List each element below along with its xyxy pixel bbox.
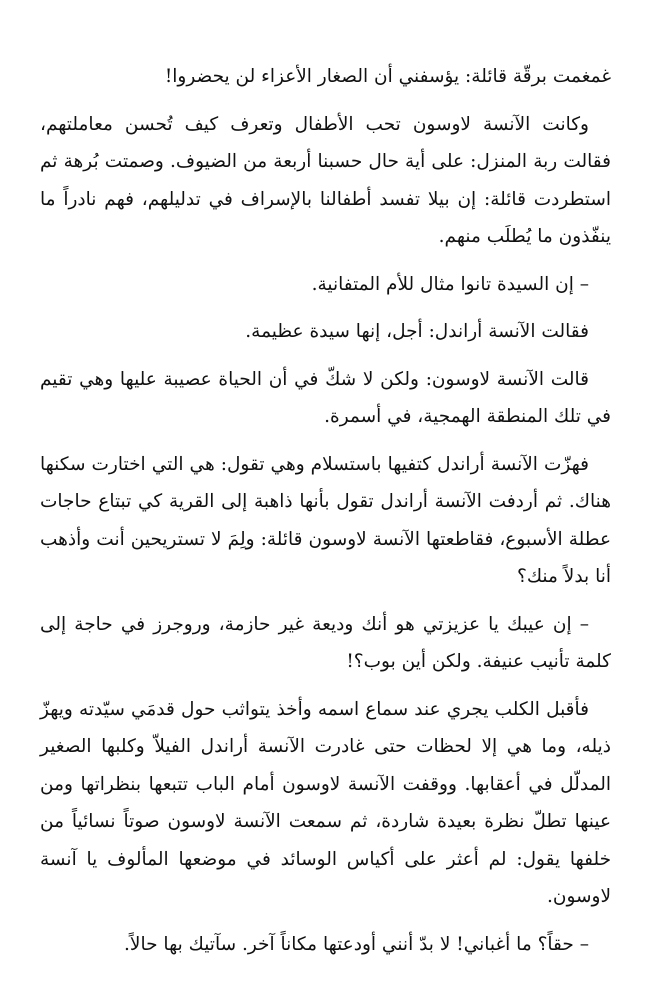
paragraph: قالت الآنسة لاوسون: ولكن لا شكّ في أن الحياة عصيبة عليها وهي تقيم في تلك المنطقة الهمجية، في أسمرة. — [40, 368, 611, 427]
paragraph: – إن السيدة تانوا مثال للأم المتفانية. — [311, 273, 589, 295]
paragraph: – حقاً؟ ما أغباني! لا بدّ أنني أودعتها مكاناً آخر. سآتيك بها حالاً. — [124, 933, 589, 955]
paragraph: غمغمت برقّة قائلة: يؤسفني أن الصغار الأعزاء لن يحضروا! — [164, 66, 611, 87]
paragraph: فأقبل الكلب يجري عند سماع اسمه وأخذ يتواثب حول قدمَي سيّدته ويهزّ ذيله، وما هي إلا لحظات حتى غادرت الآنسة أراندل الفيلاّ وكلبها الصغير المدلّل في أعقابها. ووقفت الآنسة لاوسون أمام الباب تتبعها بنظراتها ومن عينها تطلّ نظرة بعيدة شاردة، ثم سمعت الآنسة لاوسون صوتاً نسائياً من خلفها يقول: لم أعثر على أكياس الوسائد في موضعها المألوف يا آنسة لاوسون. — [40, 698, 611, 907]
paragraph: فقالت الآنسة أراندل: أجل، إنها سيدة عظيمة. — [245, 321, 589, 342]
page-text — [40, 58, 611, 963]
paragraph: – إن عيبك يا عزيزتي هو أنك وديعة غير حازمة، وروجرز في حاجة إلى كلمة تأنيب عنيفة. ولكن أين بوب؟! — [40, 613, 611, 672]
paragraph: وكانت الآنسة لاوسون تحب الأطفال وتعرف كيف تُحسن معاملتهم، فقالت ربة المنزل: على أية حال حسبنا أربعة من الضيوف. وصمتت بُرهة ثم استطردت قائلة: إن بيلا تفسد أطفالنا بالإسراف في تدليلهم، فهم نادراً ما ينفّذون ما يُطلَب منهم. — [40, 113, 611, 247]
paragraph: فهزّت الآنسة أراندل كتفيها باستسلام وهي تقول: هي التي اختارت سكنها هناك. ثم أردفت الآنسة أراندل تقول بأنها ذاهبة إلى القرية كي تبتاع حاجات عطلة الأسبوع، فقاطعتها الآنسة لاوسون قائلة: ولِمَ لا تستريحين أنت وأذهب أنا بدلاً منك؟ — [40, 453, 611, 587]
